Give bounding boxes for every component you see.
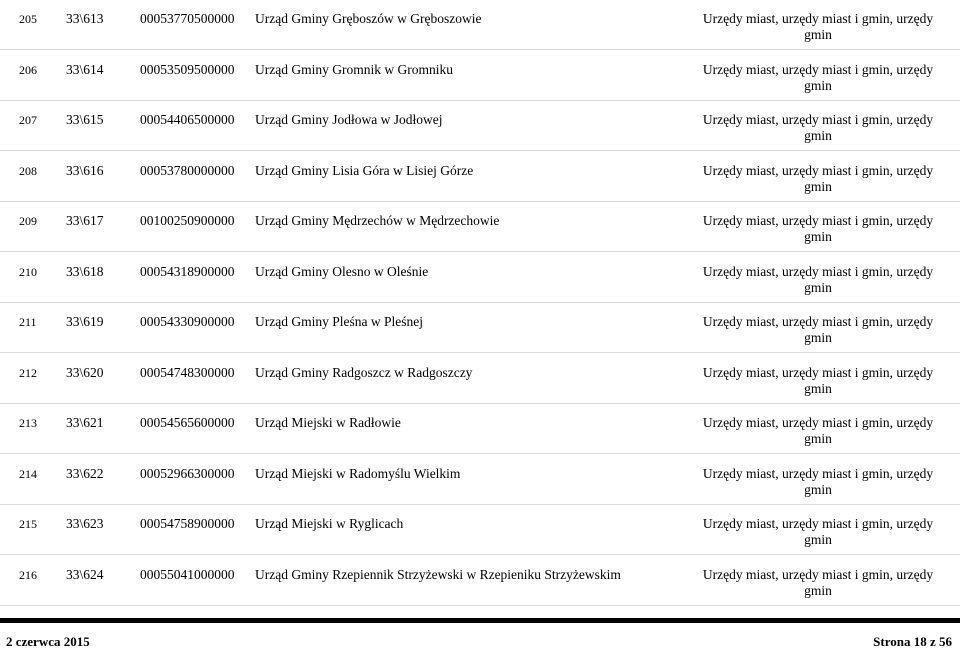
row-number: 215 xyxy=(19,517,37,531)
row-identifier: 00054565600000 xyxy=(140,415,235,430)
table-row xyxy=(0,556,960,606)
row-identifier: 00053770500000 xyxy=(140,11,235,26)
table-row xyxy=(0,202,960,252)
table-row xyxy=(0,0,960,50)
row-office-name: Urząd Miejski w Ryglicach xyxy=(255,516,404,531)
row-code: 33\621 xyxy=(66,415,104,430)
row-number: 205 xyxy=(19,12,37,26)
table-row xyxy=(0,505,960,555)
row-number: 216 xyxy=(19,567,37,582)
row-identifier: 00053509500000 xyxy=(140,61,235,77)
row-identifier: 00100250900000 xyxy=(140,213,235,228)
row-code: 33\617 xyxy=(66,213,104,228)
row-identifier: 00053780000000 xyxy=(140,162,235,178)
row-code: 33\618 xyxy=(66,263,104,279)
row-office-name: Urząd Gminy Gromnik w Gromniku xyxy=(255,61,453,77)
row-office-name: Urząd Miejski w Radomyślu Wielkim xyxy=(255,465,461,481)
table-row xyxy=(0,152,960,202)
row-category: Urzędy miast, urzędy miast i gmin, urzędy gmin xyxy=(702,61,934,93)
footer-date: 2 czerwca 2015 xyxy=(6,634,90,649)
row-category: Urzędy miast, urzędy miast i gmin, urzędy gmin xyxy=(702,263,934,295)
row-office-name: Urząd Gminy Olesno w Oleśnie xyxy=(255,263,429,279)
row-identifier: 00054748300000 xyxy=(140,364,235,380)
row-identifier: 00052966300000 xyxy=(140,465,235,481)
row-category: Urzędy miast, urzędy miast i gmin, urzędy gmin xyxy=(702,465,934,497)
table-row xyxy=(0,303,960,353)
row-code: 33\623 xyxy=(66,516,104,531)
row-number: 210 xyxy=(19,264,37,279)
row-code: 33\616 xyxy=(66,162,104,178)
row-office-name: Urząd Gminy Mędrzechów w Mędrzechowie xyxy=(255,213,500,228)
row-category: Urzędy miast, urzędy miast i gmin, urzędy gmin xyxy=(702,112,934,143)
row-identifier: 00054330900000 xyxy=(140,314,235,329)
row-identifier: 00054406500000 xyxy=(140,112,235,127)
row-code: 33\624 xyxy=(66,566,104,582)
table-row xyxy=(0,354,960,404)
row-category: Urzędy miast, urzędy miast i gmin, urzędy gmin xyxy=(702,516,934,547)
row-number: 209 xyxy=(19,214,37,228)
row-office-name: Urząd Gminy Radgoszcz w Radgoszczy xyxy=(255,364,473,380)
row-number: 213 xyxy=(19,416,37,430)
row-identifier: 00055041000000 xyxy=(140,566,235,582)
row-category: Urzędy miast, urzędy miast i gmin, urzędy gmin xyxy=(702,11,934,42)
row-number: 211 xyxy=(19,315,37,329)
row-code: 33\613 xyxy=(66,11,104,26)
row-identifier: 00054758900000 xyxy=(140,516,235,531)
table-row xyxy=(0,253,960,303)
table-row xyxy=(0,404,960,454)
row-office-name: Urząd Miejski w Radłowie xyxy=(255,415,401,430)
row-code: 33\619 xyxy=(66,314,104,329)
row-category: Urzędy miast, urzędy miast i gmin, urzędy gmin xyxy=(702,314,934,345)
table-row xyxy=(0,455,960,505)
row-code: 33\614 xyxy=(66,61,104,77)
row-office-name: Urząd Gminy Gręboszów w Gręboszowie xyxy=(255,11,482,26)
row-code: 33\622 xyxy=(66,465,104,481)
footer-divider xyxy=(0,618,960,623)
row-office-name: Urząd Gminy Pleśna w Pleśnej xyxy=(255,314,423,329)
row-office-name: Urząd Gminy Jodłowa w Jodłowej xyxy=(255,112,443,127)
row-number: 207 xyxy=(19,113,37,127)
row-office-name: Urząd Gminy Lisia Góra w Lisiej Górze xyxy=(255,162,474,178)
row-identifier: 00054318900000 xyxy=(140,263,235,279)
row-number: 206 xyxy=(19,62,37,77)
row-category: Urzędy miast, urzędy miast i gmin, urzędy gmin xyxy=(702,213,934,244)
table-row xyxy=(0,101,960,151)
row-code: 33\615 xyxy=(66,112,104,127)
row-category: Urzędy miast, urzędy miast i gmin, urzędy gmin xyxy=(702,162,934,194)
row-category: Urzędy miast, urzędy miast i gmin, urzędy gmin xyxy=(702,364,934,396)
table-row xyxy=(0,51,960,101)
row-number: 212 xyxy=(19,365,37,380)
row-code: 33\620 xyxy=(66,364,104,380)
row-category: Urzędy miast, urzędy miast i gmin, urzędy gmin xyxy=(702,415,934,446)
row-number: 214 xyxy=(19,466,37,481)
row-category: Urzędy miast, urzędy miast i gmin, urzędy gmin xyxy=(702,566,934,598)
row-number: 208 xyxy=(19,163,37,178)
footer-page-number: Strona 18 z 56 xyxy=(873,634,952,649)
row-office-name: Urząd Gminy Rzepiennik Strzyżewski w Rzepieniku Strzyżewskim xyxy=(255,566,621,582)
